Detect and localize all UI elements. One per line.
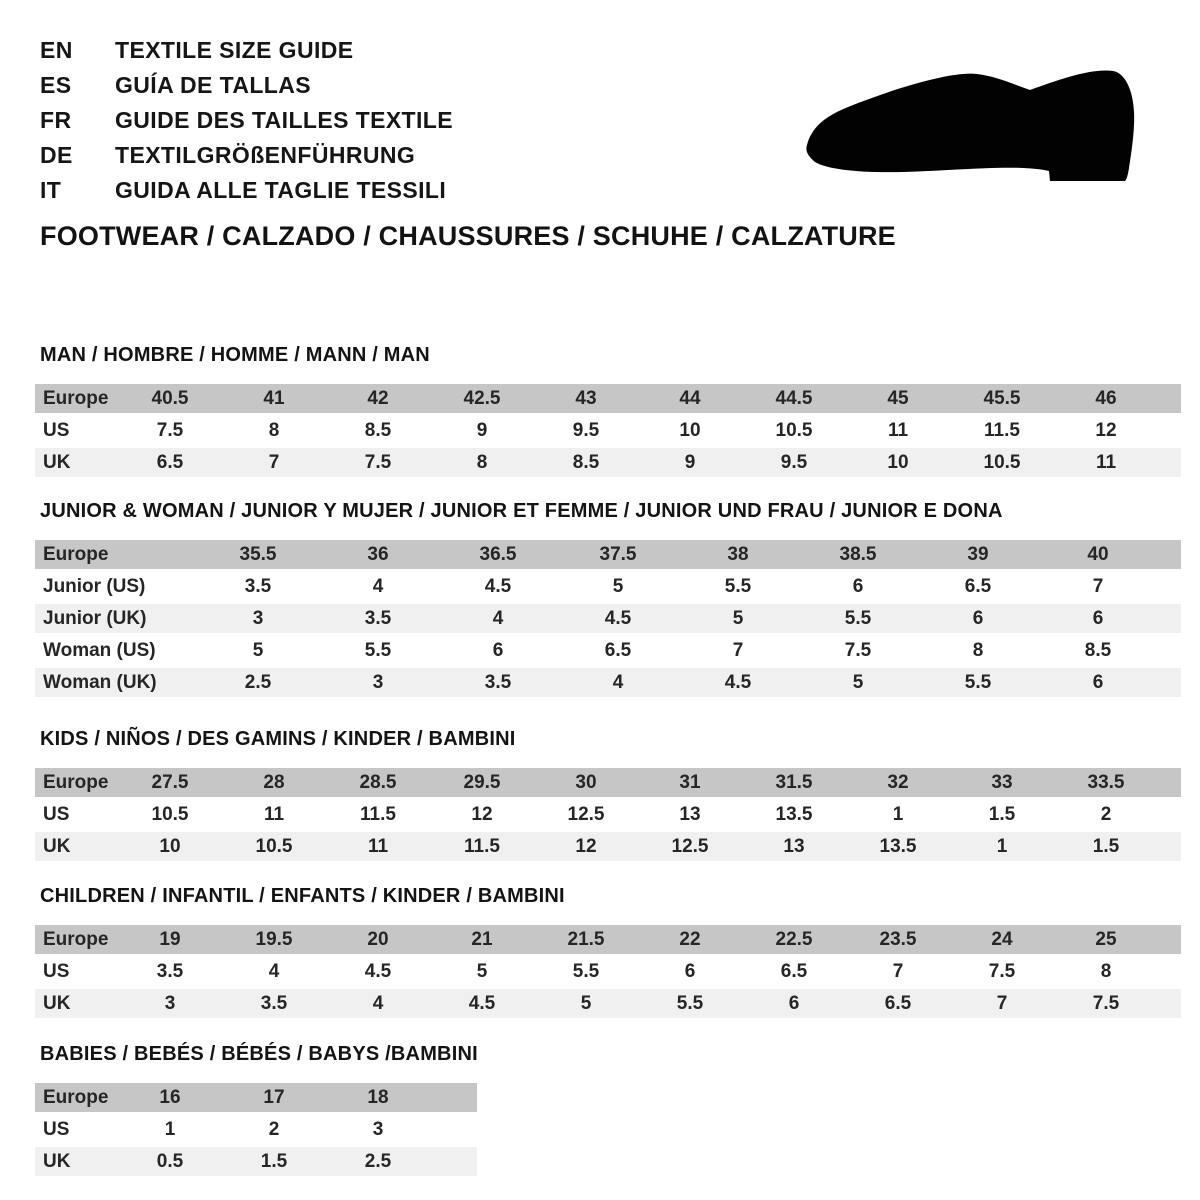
size-cell: 10.5 [151, 803, 189, 825]
size-cell: 7.5 [844, 639, 872, 661]
table-row [35, 668, 1181, 697]
shoe-icon [803, 60, 1141, 190]
size-cell: 24 [991, 928, 1013, 950]
table-row [35, 384, 1181, 413]
size-cell: 9 [476, 419, 488, 441]
table-row [35, 1115, 477, 1144]
size-cell: 6 [852, 575, 864, 597]
size-cell: 10.5 [255, 835, 293, 857]
size-cell: 4 [268, 960, 280, 982]
size-cell: 4.5 [468, 992, 496, 1014]
language-row [40, 103, 453, 138]
size-cell: 6.5 [780, 960, 808, 982]
section-title: JUNIOR & WOMAN / JUNIOR Y MUJER / JUNIOR ET FEMME / JUNIOR UND FRAU / JUNIOR E DONA [40, 500, 1003, 522]
section-man [35, 345, 1181, 480]
size-cell: 11.5 [360, 803, 396, 825]
section-children [35, 886, 1181, 1021]
language-code: FR [40, 107, 72, 133]
size-cell: 5 [612, 575, 624, 597]
size-cell: 27.5 [151, 771, 189, 793]
size-cell: 4 [612, 671, 624, 693]
size-cell: 3 [164, 992, 176, 1014]
size-cell: 16 [159, 1086, 181, 1108]
size-cell: 44 [679, 387, 701, 409]
size-cell: 33.5 [1087, 771, 1125, 793]
size-cell: 6 [788, 992, 800, 1014]
size-cell: 3.5 [244, 575, 272, 597]
size-cell: 4 [492, 607, 504, 629]
row-label: UK [43, 451, 71, 473]
size-cell: 29.5 [463, 771, 501, 793]
size-cell: 4.5 [484, 575, 512, 597]
language-list [40, 33, 453, 208]
row-label: Junior (UK) [43, 607, 147, 629]
size-cell: 30 [575, 771, 597, 793]
size-cell: 5 [852, 671, 864, 693]
size-cell: 5.5 [676, 992, 704, 1014]
size-cell: 5 [476, 960, 488, 982]
size-cell: 31.5 [775, 771, 813, 793]
size-cell: 3.5 [156, 960, 184, 982]
size-cell: 8 [476, 451, 488, 473]
size-cell: 38.5 [839, 543, 877, 565]
size-cell: 40.5 [151, 387, 189, 409]
size-cell: 2 [1100, 803, 1112, 825]
row-label: Woman (US) [43, 639, 156, 661]
size-cell: 19.5 [255, 928, 293, 950]
table-row [35, 636, 1181, 665]
row-label: UK [43, 1150, 71, 1172]
size-cell: 4.5 [724, 671, 752, 693]
size-cell: 1.5 [260, 1150, 288, 1172]
size-cell: 12 [471, 803, 493, 825]
size-cell: 2.5 [364, 1150, 392, 1172]
size-cell: 13.5 [879, 835, 917, 857]
table-row [35, 989, 1181, 1018]
size-cell: 1.5 [1092, 835, 1120, 857]
size-cell: 9.5 [780, 451, 808, 473]
size-table [35, 768, 1181, 861]
size-cell: 7 [1092, 575, 1104, 597]
size-cell: 11 [367, 835, 389, 857]
size-cell: 19 [159, 928, 181, 950]
size-cell: 9.5 [572, 419, 600, 441]
section-kids [35, 729, 1181, 864]
size-cell: 3 [372, 671, 384, 693]
size-cell: 6 [492, 639, 504, 661]
table-row [35, 768, 1181, 797]
size-cell: 41 [263, 387, 285, 409]
size-cell: 7 [996, 992, 1008, 1014]
size-cell: 12.5 [671, 835, 709, 857]
size-cell: 28 [263, 771, 285, 793]
row-label: US [43, 419, 70, 441]
size-cell: 45 [887, 387, 909, 409]
size-cell: 3.5 [364, 607, 392, 629]
size-cell: 31 [679, 771, 701, 793]
size-cell: 4 [372, 992, 384, 1014]
size-cell: 6.5 [884, 992, 912, 1014]
size-cell: 7.5 [988, 960, 1016, 982]
size-cell: 46 [1095, 387, 1117, 409]
size-cell: 35.5 [239, 543, 277, 565]
size-cell: 1.5 [988, 803, 1016, 825]
size-cell: 5.5 [364, 639, 392, 661]
table-row [35, 416, 1181, 445]
size-cell: 11.5 [984, 419, 1020, 441]
language-row [40, 33, 453, 68]
size-cell: 36 [367, 543, 389, 565]
language-code: DE [40, 142, 73, 168]
table-row [35, 540, 1181, 569]
size-cell: 10 [887, 451, 909, 473]
size-cell: 6 [1092, 607, 1104, 629]
size-cell: 12 [1095, 419, 1117, 441]
size-cell: 6.5 [156, 451, 184, 473]
language-row [40, 138, 453, 173]
size-cell: 32 [887, 771, 909, 793]
row-label: UK [43, 992, 71, 1014]
table-row [35, 832, 1181, 861]
row-label: Junior (US) [43, 575, 146, 597]
size-cell: 5.5 [572, 960, 600, 982]
row-label: Europe [43, 771, 109, 793]
size-cell: 13 [783, 835, 805, 857]
size-cell: 6 [972, 607, 984, 629]
size-cell: 42.5 [463, 387, 501, 409]
table-row [35, 925, 1181, 954]
size-cell: 1 [164, 1118, 176, 1140]
section-title: MAN / HOMBRE / HOMME / MANN / MAN [40, 344, 430, 366]
table-row [35, 1083, 477, 1112]
size-cell: 7 [892, 960, 904, 982]
size-cell: 13 [679, 803, 701, 825]
section-junior-woman [35, 501, 1181, 700]
size-cell: 3 [372, 1118, 384, 1140]
size-cell: 38 [727, 543, 749, 565]
size-cell: 8 [268, 419, 280, 441]
row-label: Europe [43, 387, 109, 409]
size-cell: 6.5 [604, 639, 632, 661]
size-cell: 43 [575, 387, 597, 409]
section-title: CHILDREN / INFANTIL / ENFANTS / KINDER / BAMBINI [40, 885, 565, 907]
size-table [35, 1083, 477, 1176]
size-cell: 45.5 [983, 387, 1021, 409]
size-cell: 5.5 [964, 671, 992, 693]
size-cell: 1 [996, 835, 1008, 857]
size-cell: 6.5 [964, 575, 992, 597]
size-cell: 10.5 [775, 419, 813, 441]
size-cell: 10 [159, 835, 181, 857]
language-code: IT [40, 177, 62, 203]
size-cell: 5.5 [724, 575, 752, 597]
section-babies [35, 1044, 478, 1179]
size-cell: 11 [263, 803, 285, 825]
language-code: ES [40, 72, 72, 98]
size-cell: 4 [372, 575, 384, 597]
language-title: TEXTILGRÖßENFÜHRUNG [115, 142, 416, 168]
size-cell: 11.5 [464, 835, 500, 857]
size-table [35, 540, 1181, 697]
language-row [40, 68, 453, 103]
size-cell: 5 [580, 992, 592, 1014]
size-cell: 13.5 [775, 803, 813, 825]
size-cell: 8 [1100, 960, 1112, 982]
size-cell: 39 [967, 543, 989, 565]
row-label: US [43, 960, 70, 982]
size-table [35, 925, 1181, 1018]
table-row [35, 1147, 477, 1176]
size-cell: 6 [684, 960, 696, 982]
row-label: Woman (UK) [43, 671, 157, 693]
size-cell: 12.5 [567, 803, 605, 825]
size-cell: 8.5 [1084, 639, 1112, 661]
language-title: TEXTILE SIZE GUIDE [115, 37, 354, 63]
size-cell: 18 [367, 1086, 389, 1108]
size-cell: 33 [991, 771, 1013, 793]
row-label: US [43, 803, 70, 825]
size-cell: 3 [252, 607, 264, 629]
category-line: FOOTWEAR / CALZADO / CHAUSSURES / SCHUHE / CALZATURE [40, 221, 896, 251]
size-cell: 22.5 [775, 928, 813, 950]
size-cell: 7 [732, 639, 744, 661]
size-cell: 2.5 [244, 671, 272, 693]
size-cell: 7.5 [364, 451, 392, 473]
size-cell: 25 [1095, 928, 1117, 950]
size-cell: 17 [263, 1086, 285, 1108]
row-label: Europe [43, 543, 109, 565]
size-cell: 42 [367, 387, 389, 409]
size-cell: 4.5 [364, 960, 392, 982]
size-cell: 40 [1087, 543, 1109, 565]
table-row [35, 800, 1181, 829]
size-cell: 2 [268, 1118, 280, 1140]
size-cell: 20 [367, 928, 389, 950]
size-cell: 4.5 [604, 607, 632, 629]
size-cell: 21 [471, 928, 493, 950]
size-cell: 1 [892, 803, 904, 825]
size-cell: 7 [268, 451, 280, 473]
size-cell: 44.5 [775, 387, 813, 409]
section-title: KIDS / NIÑOS / DES GAMINS / KINDER / BAMBINI [40, 728, 516, 750]
size-cell: 9 [684, 451, 696, 473]
size-cell: 10.5 [983, 451, 1021, 473]
row-label: Europe [43, 928, 109, 950]
size-cell: 11 [887, 419, 909, 441]
size-cell: 8.5 [572, 451, 600, 473]
table-row [35, 448, 1181, 477]
row-label: US [43, 1118, 70, 1140]
size-cell: 8.5 [364, 419, 392, 441]
size-cell: 0.5 [156, 1150, 184, 1172]
size-cell: 11 [1095, 451, 1117, 473]
size-cell: 5.5 [844, 607, 872, 629]
size-cell: 7.5 [1092, 992, 1120, 1014]
size-cell: 36.5 [479, 543, 517, 565]
size-cell: 8 [972, 639, 984, 661]
size-cell: 12 [575, 835, 597, 857]
table-row [35, 572, 1181, 601]
language-title: GUÍA DE TALLAS [115, 72, 311, 98]
size-cell: 10 [679, 419, 701, 441]
size-cell: 21.5 [567, 928, 605, 950]
size-cell: 7.5 [156, 419, 184, 441]
size-cell: 22 [679, 928, 701, 950]
size-cell: 23.5 [879, 928, 917, 950]
section-title: BABIES / BEBÉS / BÉBÉS / BABYS /BAMBINI [40, 1043, 478, 1065]
table-row [35, 604, 1181, 633]
size-cell: 3.5 [260, 992, 288, 1014]
table-row [35, 957, 1181, 986]
size-table [35, 384, 1181, 477]
row-label: UK [43, 835, 71, 857]
language-code: EN [40, 37, 73, 63]
language-row [40, 173, 453, 208]
size-cell: 37.5 [599, 543, 637, 565]
language-title: GUIDE DES TAILLES TEXTILE [115, 107, 453, 133]
size-cell: 3.5 [484, 671, 512, 693]
size-cell: 28.5 [359, 771, 397, 793]
size-cell: 5 [252, 639, 264, 661]
size-cell: 6 [1092, 671, 1104, 693]
size-cell: 5 [732, 607, 744, 629]
language-title: GUIDA ALLE TAGLIE TESSILI [115, 177, 447, 203]
row-label: Europe [43, 1086, 109, 1108]
